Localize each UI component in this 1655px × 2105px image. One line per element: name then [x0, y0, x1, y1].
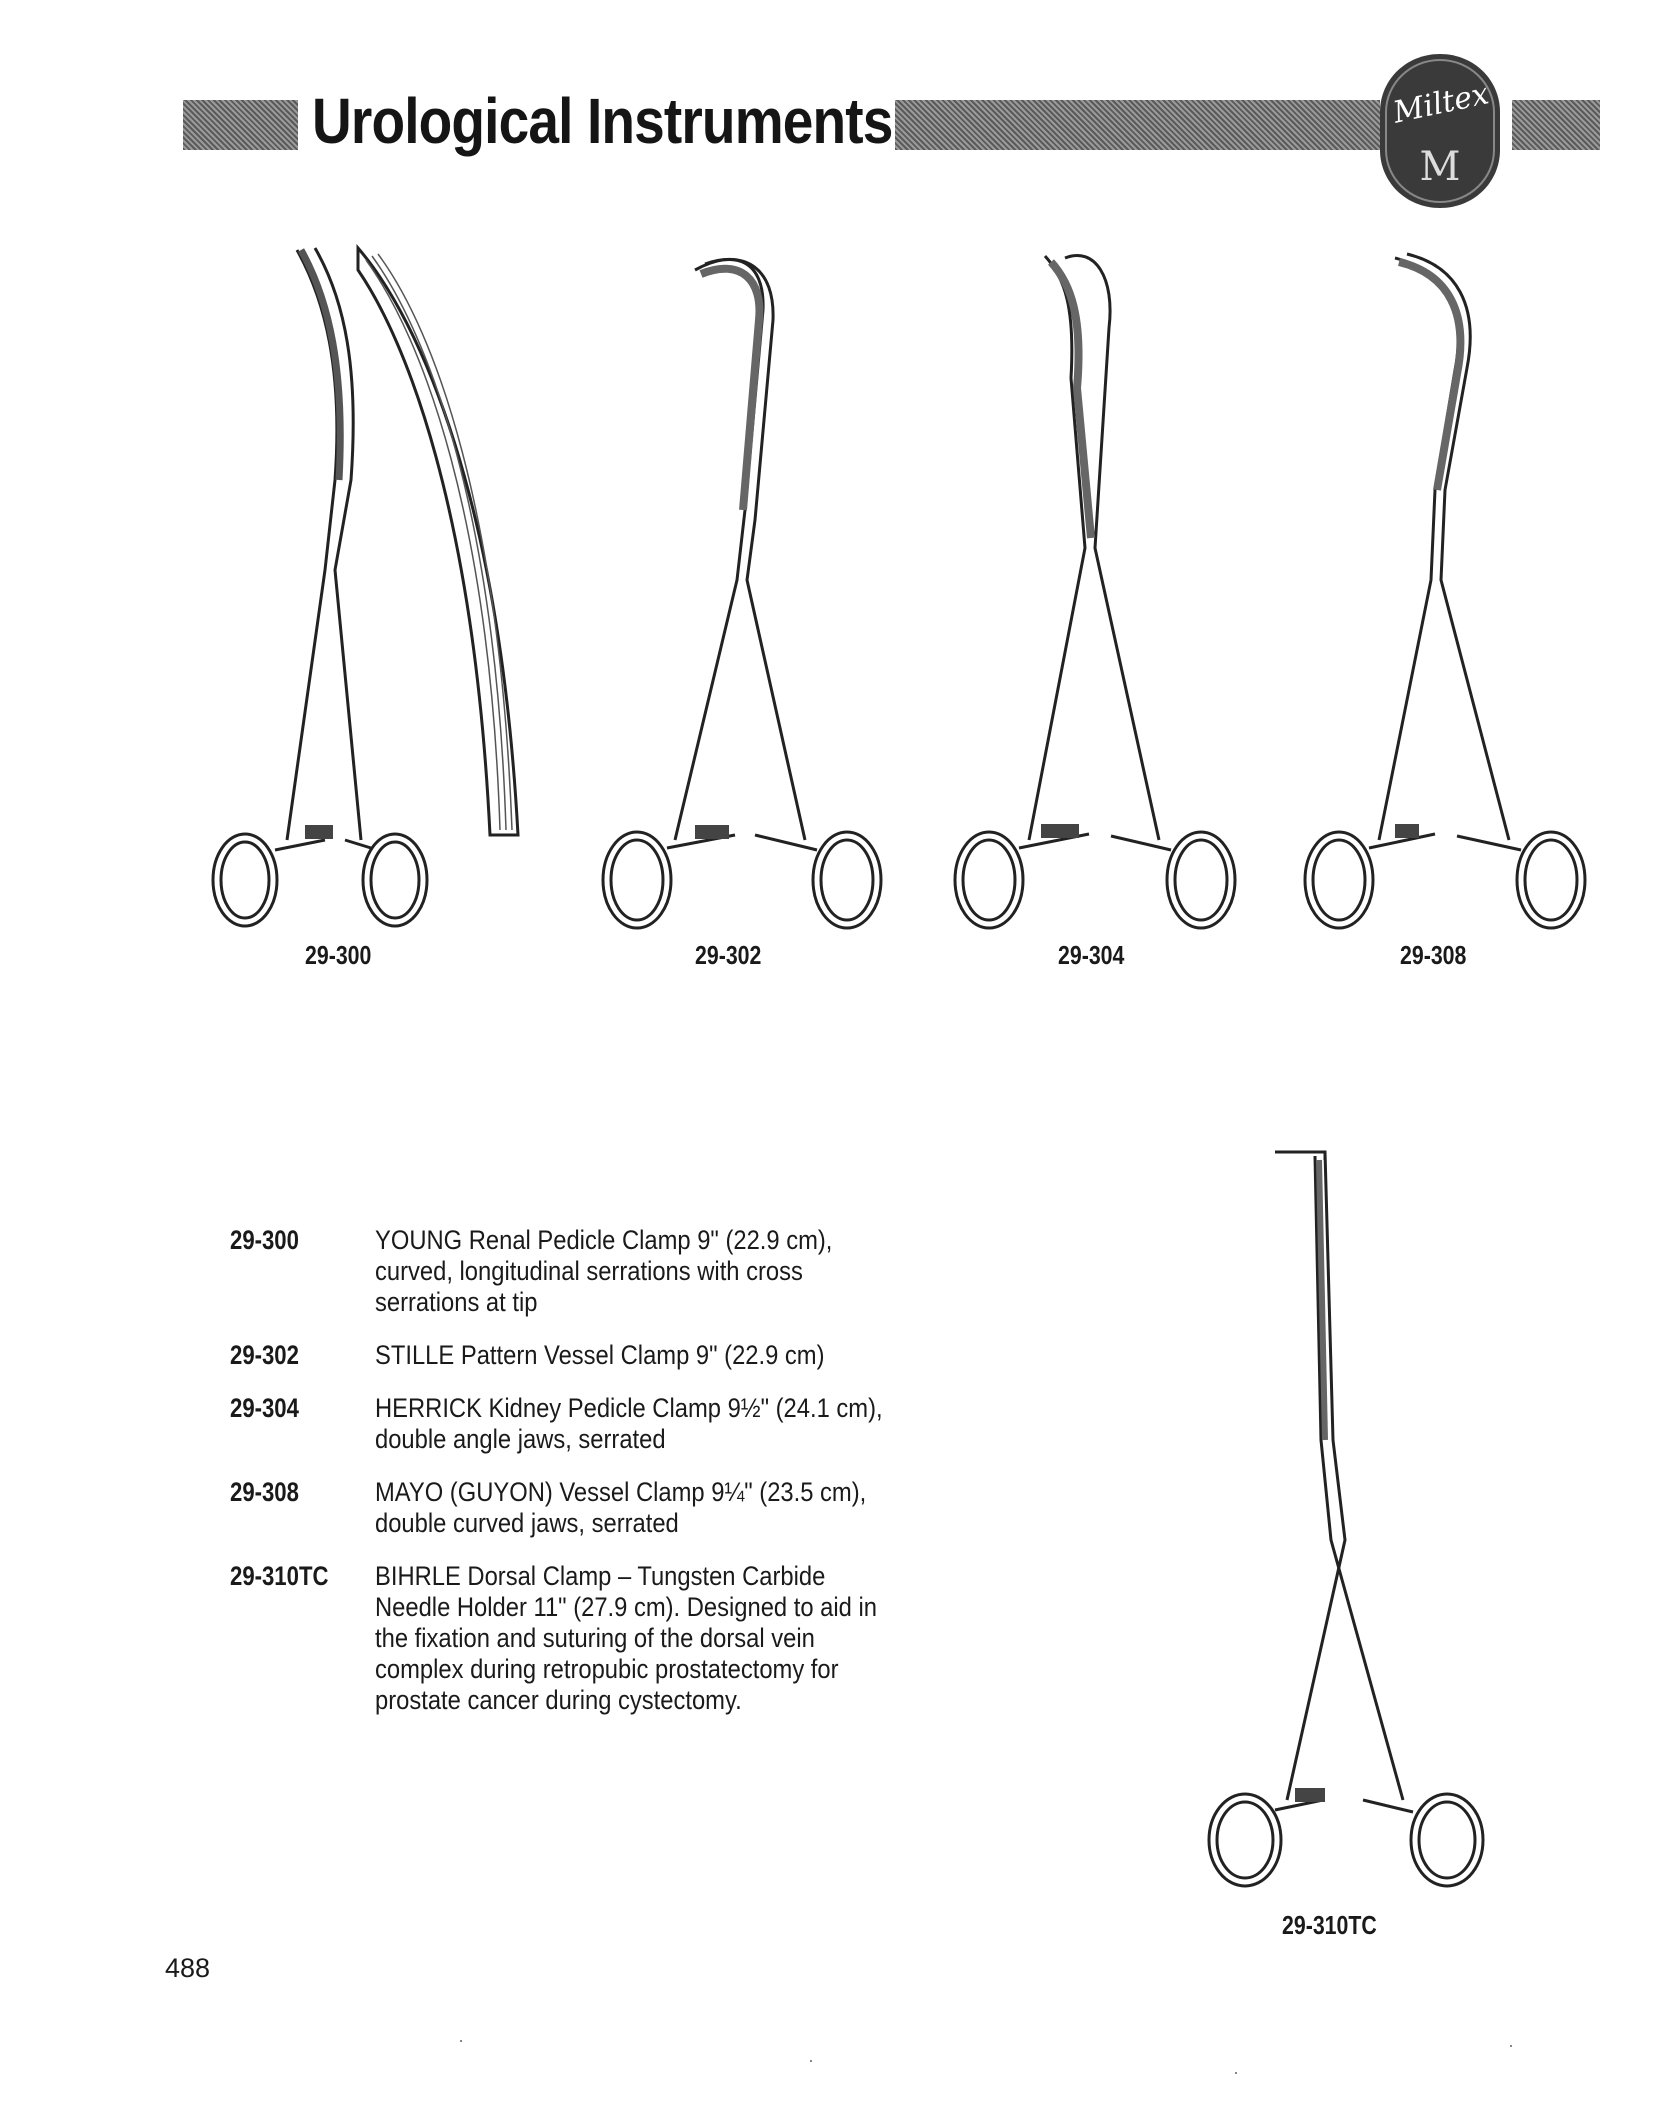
item-description: YOUNG Renal Pedicle Clamp 9" (22.9 cm), curved, longitudinal serrations with cross serrations at tip — [375, 1225, 833, 1317]
label-29-300: 29-300 — [305, 940, 372, 970]
jaw-detail-29-300 — [350, 240, 530, 840]
label-29-308: 29-308 — [1400, 940, 1467, 970]
scan-speck — [1235, 2072, 1237, 2074]
list-item — [230, 1225, 990, 1318]
header-bar-middle — [895, 100, 1380, 150]
product-description-list — [230, 1225, 990, 1738]
item-code: 29-302 — [230, 1340, 299, 1370]
instrument-29-308 — [1295, 250, 1605, 940]
item-code: 29-304 — [230, 1393, 299, 1423]
item-code: 29-300 — [230, 1225, 299, 1255]
item-description: HERRICK Kidney Pedicle Clamp 9½" (24.1 cm), double angle jaws, serrated — [375, 1393, 883, 1454]
instrument-29-302 — [595, 250, 905, 940]
list-item — [230, 1393, 990, 1455]
page-title: Urological Instruments — [312, 85, 893, 157]
label-29-304: 29-304 — [1058, 940, 1125, 970]
instrument-29-304 — [945, 248, 1255, 940]
item-description: MAYO (GUYON) Vessel Clamp 9¼" (23.5 cm), double curved jaws, serrated — [375, 1477, 867, 1538]
logo-text: Miltex — [1390, 76, 1492, 131]
item-description: BIHRLE Dorsal Clamp – Tungsten Carbide Needle Holder 11" (27.9 cm). Designed to aid in the fixation and suturing of the dorsal vein complex during retropubic prostatectomy for prostate cancer during cystectomy. — [375, 1561, 877, 1715]
page-number: 488 — [165, 1953, 211, 1983]
item-code: 29-310TC — [230, 1561, 329, 1591]
instrument-29-310TC — [1195, 1140, 1495, 1900]
label-29-302: 29-302 — [695, 940, 762, 970]
item-description: STILLE Pattern Vessel Clamp 9" (22.9 cm) — [375, 1340, 825, 1370]
list-item — [230, 1561, 990, 1716]
scan-speck — [810, 2060, 812, 2062]
header-bar-left — [183, 100, 298, 150]
label-29-310TC: 29-310TC — [1282, 1910, 1377, 1940]
logo-letter: M — [1419, 144, 1461, 190]
header-bar-right — [1512, 100, 1600, 150]
scan-speck — [1510, 2045, 1512, 2047]
scan-speck — [460, 2040, 462, 2042]
list-item — [230, 1477, 990, 1539]
item-code: 29-308 — [230, 1477, 299, 1507]
list-item — [230, 1340, 990, 1371]
